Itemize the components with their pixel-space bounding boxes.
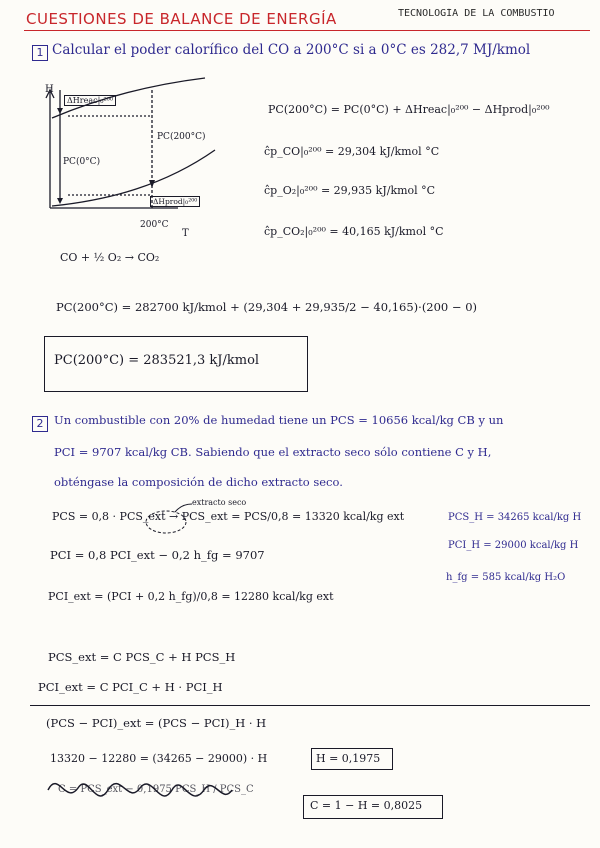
numeric-equation: 13320 − 12280 = (34265 − 29000) · H <box>50 752 268 765</box>
pci-h-value: PCI_H = 29000 kcal/kg H <box>448 540 579 551</box>
difference-equation: (PCS − PCI)_ext = (PCS − PCI)_H · H <box>46 716 267 730</box>
c-result: C = 1 − H = 0,8025 <box>310 799 423 812</box>
question-2-number: 2 <box>32 416 48 432</box>
pcs-ext-composition: PCS_ext = C PCS_C + H PCS_H <box>48 650 236 664</box>
question-2-statement-line2: PCI = 9707 kcal/kg CB. Sabiendo que el extracto seco sólo contiene C y H, <box>54 445 492 459</box>
question-2-statement-line1: Un combustible con 20% de humedad tiene un PCS = 10656 kcal/kg CB y un <box>54 413 504 427</box>
diagram-label-pc200: PC(200°C) <box>157 132 206 142</box>
course-title: TECNOLOGÍA DE LA COMBUSTIÓ <box>398 8 555 19</box>
diagram-axis-t: T <box>182 228 189 239</box>
diagram-label-200: 200°C <box>140 220 169 230</box>
pci-equation: PCI = 0,8 PCI_ext − 0,2 h_fg = 9707 <box>50 548 265 562</box>
cp-co2: ĉp_CO₂|₀²⁰⁰ = 40,165 kJ/kmol °C <box>264 225 444 238</box>
question-2-statement-line3: obténgase la composición de dicho extracto seco. <box>54 475 343 489</box>
section-rule <box>30 705 590 706</box>
question-1-statement: Calcular el poder calorífico del CO a 200°C si a 0°C es 282,7 MJ/kmol <box>52 42 531 58</box>
diagram-axis-h: H <box>45 84 54 95</box>
dry-extract-note: extracto seco <box>192 498 247 507</box>
diagram-label-dh-prod: ΔHprod|₀²⁰⁰ <box>150 196 200 207</box>
question-1-number: 1 <box>32 45 48 61</box>
cp-o2: ĉp_O₂|₀²⁰⁰ = 29,935 kJ/kmol °C <box>264 184 436 197</box>
pc200-calculation: PC(200°C) = 282700 kJ/kmol + (29,304 + 29,935/2 − 40,165)·(200 − 0) <box>56 300 478 314</box>
pcs-ext-equation: PCS = 0,8 · PCS_ext → PCS_ext = PCS/0,8 = 13320 kcal/kg ext <box>52 510 405 523</box>
cp-co: ĉp_CO|₀²⁰⁰ = 29,304 kJ/kmol °C <box>264 145 440 158</box>
scratched-out-equation: C = PCS_ext − 0,1975 PCS_H / PCS_C <box>58 784 254 795</box>
pci-ext-composition: PCI_ext = C PCI_C + H · PCI_H <box>38 680 223 694</box>
diagram-label-dh-reac: ΔHreac|₀²⁰⁰ <box>64 95 116 106</box>
pci-ext-equation: PCI_ext = (PCI + 0,2 h_fg)/0,8 = 12280 kcal/kg ext <box>48 590 334 603</box>
pcs-h-value: PCS_H = 34265 kcal/kg H <box>448 512 582 523</box>
q1-result: PC(200°C) = 283521,3 kJ/kmol <box>54 353 260 368</box>
diagram-label-pc0: PC(0°C) <box>63 157 101 167</box>
hfg-value: h_fg = 585 kcal/kg H₂O <box>446 572 566 583</box>
h-result: H = 0,1975 <box>316 752 381 765</box>
pc200-formula: PC(200°C) = PC(0°C) + ΔHreac|₀²⁰⁰ − ΔHprod|₀²⁰⁰ <box>268 103 550 116</box>
page-title: CUESTIONES DE BALANCE DE ENERGÍA <box>26 10 337 28</box>
reaction-equation: CO + ½ O₂ → CO₂ <box>60 251 160 264</box>
